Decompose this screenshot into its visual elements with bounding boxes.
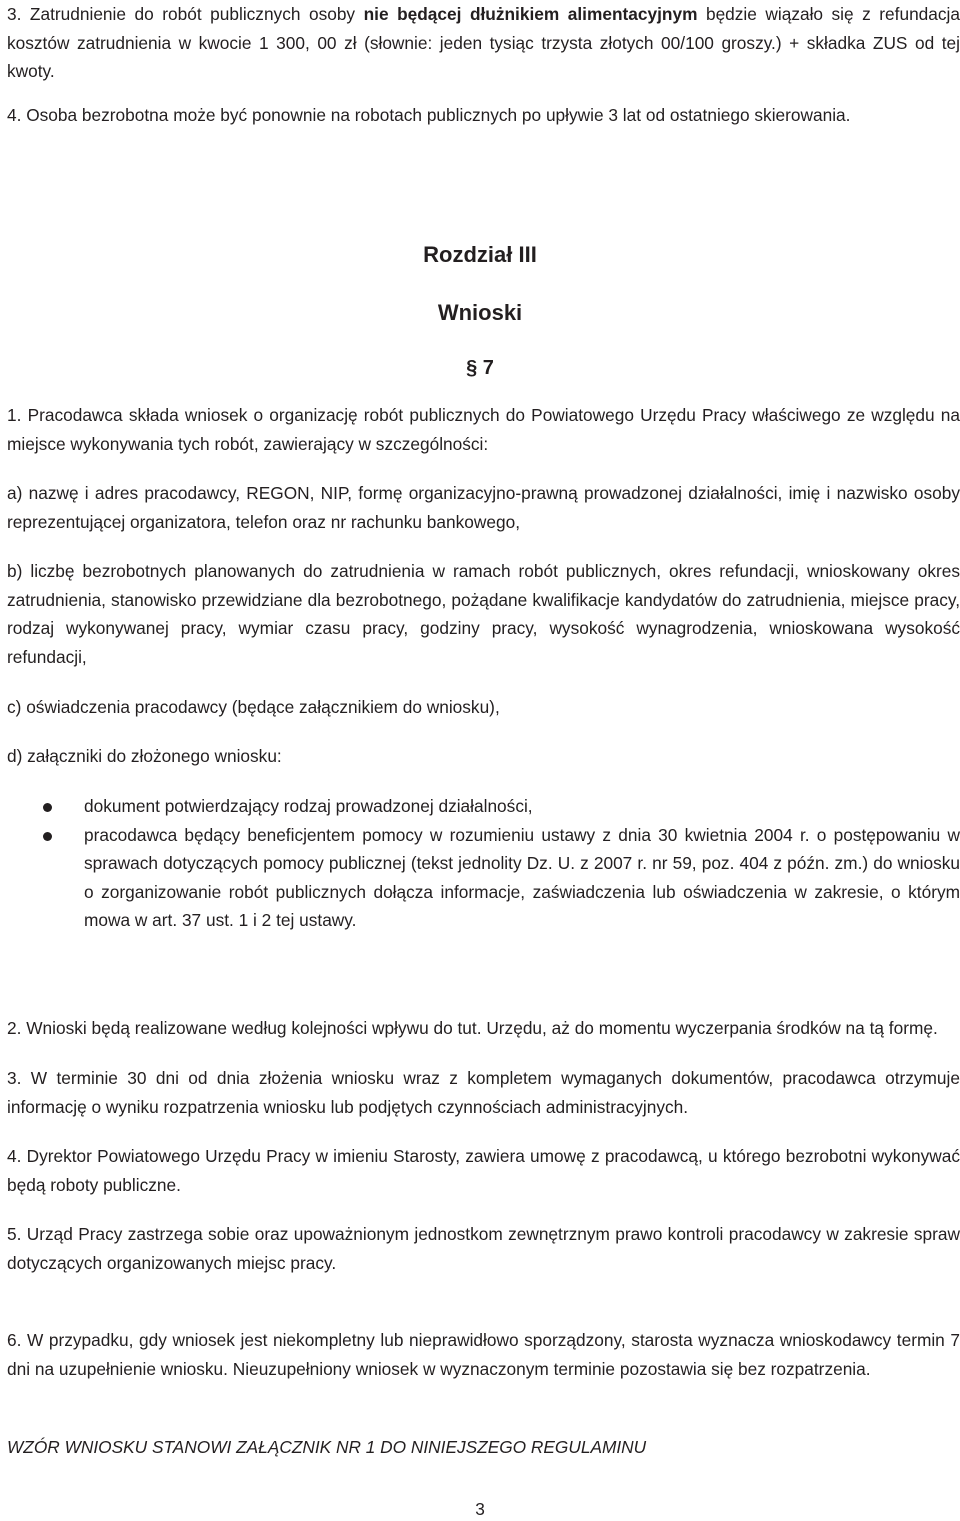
- list-item-a: a) nazwę i adres pracodawcy, REGON, NIP, formę organizacyjno-prawną prowadzonej działalności, imię i nazwisko osoby reprezentującej organizatora, telefon oraz nr rachunku bankowego,: [7, 483, 960, 532]
- attachment-item: [0, 821, 960, 935]
- attachments-list: [0, 792, 960, 935]
- list-item-c: c) oświadczenia pracodawcy (będące załącznikiem do wniosku),: [7, 697, 500, 717]
- paragraph-3-text-b: będzie wiązało się z refundacja kosztów zatrudnienia w kwocie 1 300, 00 zł (słownie: jeden tysiąc trzysta złotych 00/100 groszy.) + składka ZUS od tej kwoty.: [7, 4, 960, 82]
- list-item-b: b) liczbę bezrobotnych planowanych do zatrudnienia w ramach robót publicznych, okres refundacji, wnioskowany okres zatrudnienia, stanowisko przewidziane dla bezrobotnego, pożądane kwalifikacje kandydatów do zatrudnienia, miejsce pracy, rodzaj wykonywanej pracy, wymiar czasu pracy, godziny pracy, wysokość wynagrodzenia, wnioskowana wysokość refundacji,: [7, 561, 960, 667]
- section-7-paragraph-6: 6. W przypadku, gdy wniosek jest niekompletny lub nieprawidłowo sporządzony, starosta wyznacza wnioskodawcy termin 7 dni na uzupełnienie wniosku. Nieuzupełniony wniosek w wyznaczonym terminie pozostawia się bez rozpatrzenia.: [7, 1330, 960, 1379]
- page-number: 3: [475, 1499, 485, 1519]
- paragraph-3-text-a: 3. Zatrudnienie do robót publicznych osoby: [7, 4, 364, 24]
- attachment-item: [0, 792, 960, 821]
- attachment-note: WZÓR WNIOSKU STANOWI ZAŁĄCZNIK NR 1 DO NINIEJSZEGO REGULAMINU: [7, 1437, 647, 1457]
- chapter-title: Wnioski: [437, 300, 523, 325]
- bullet-icon: [43, 832, 52, 841]
- paragraph-4-reemployment: 4. Osoba bezrobotna może być ponownie na robotach publicznych po upływie 3 lat od ostatniego skierowania.: [7, 105, 851, 125]
- attachment-text: pracodawca będący beneficjentem pomocy w rozumieniu ustawy z dnia 30 kwietnia 2004 r. o postępowaniu w sprawach dotyczących pomocy publicznej (tekst jednolity Dz. U. z 2007 r. nr 59, poz. 404 z późn. zm.) do wniosku o zorganizowanie robót publicznych dołącza informacje, zaświadczenia lub oświadczenia w zakresie, o którym mowa w art. 37 ust. 1 i 2 tej ustawy.: [84, 824, 960, 931]
- section-7-paragraph-4: 4. Dyrektor Powiatowego Urzędu Pracy w imieniu Starosty, zawiera umowę z pracodawcą, u którego bezrobotni wykonywać będą roboty publiczne.: [7, 1146, 960, 1195]
- list-item-d: d) załączniki do złożonego wniosku:: [7, 746, 282, 766]
- attachment-text: dokument potwierdzający rodzaj prowadzonej działalności,: [84, 796, 533, 816]
- section-number: § 7: [466, 357, 494, 379]
- section-7-paragraph-2: 2. Wnioski będą realizowane według kolejności wpływu do tut. Urzędu, aż do momentu wyczerpania środków na tą formę.: [7, 1018, 938, 1038]
- paragraph-3-refund: [7, 0, 960, 86]
- section-7-paragraph-5: 5. Urząd Pracy zastrzega sobie oraz upoważnionym jednostkom zewnętrznym prawo kontroli pracodawcy w zakresie spraw dotyczących organizowanych miejsc pracy.: [7, 1224, 960, 1273]
- paragraph-3-bold: nie będącej dłużnikiem alimentacyjnym: [363, 4, 698, 24]
- section-7-paragraph-1: 1. Pracodawca składa wniosek o organizację robót publicznych do Powiatowego Urzędu Pracy właściwego ze względu na miejsce wykonywania tych robót, zawierający w szczególności:: [7, 405, 960, 454]
- chapter-heading: Rozdział III: [423, 242, 537, 267]
- section-7-paragraph-3: 3. W terminie 30 dni od dnia złożenia wniosku wraz z kompletem wymaganych dokumentów, pracodawca otrzymuje informację o wyniku rozpatrzenia wniosku lub podjętych czynnościach administracyjnych.: [7, 1068, 960, 1117]
- bullet-icon: [43, 803, 52, 812]
